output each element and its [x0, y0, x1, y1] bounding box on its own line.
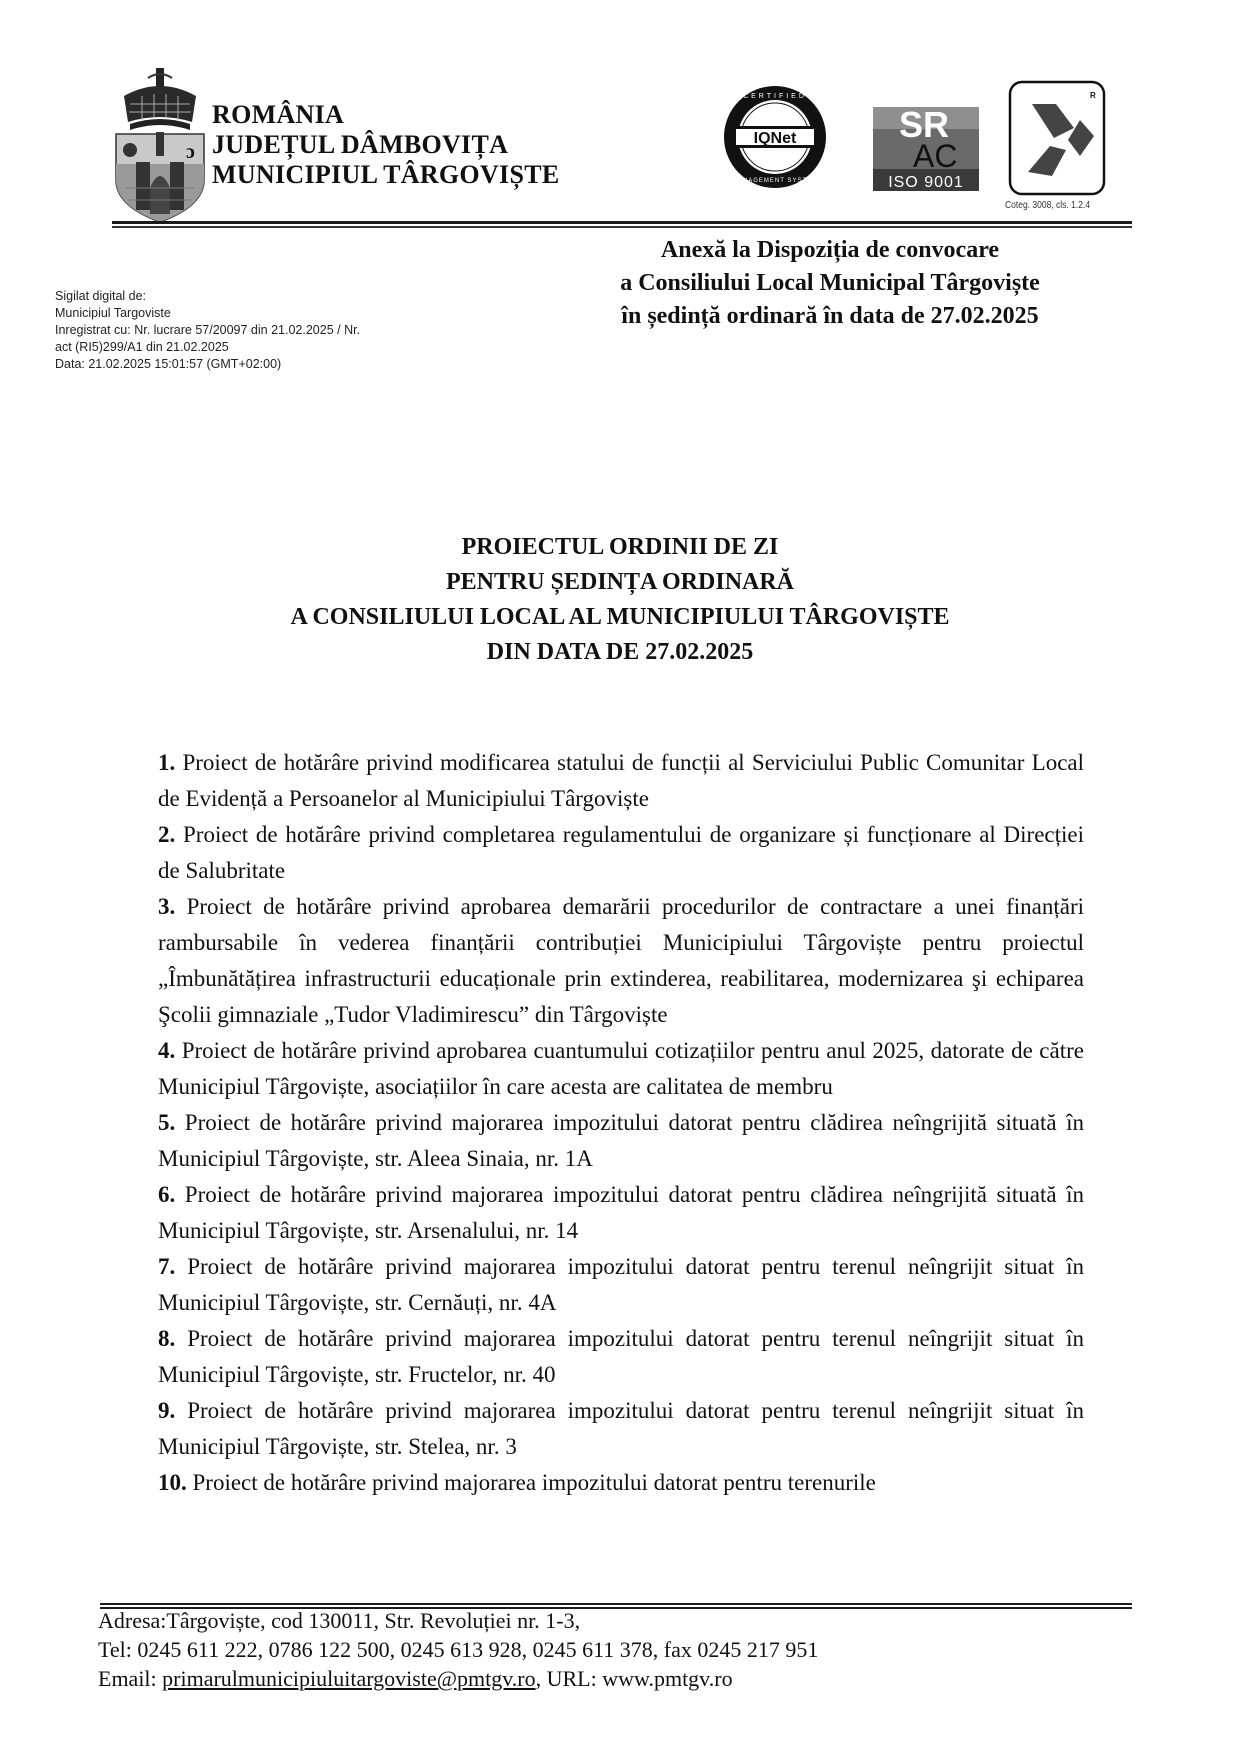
seal-line: Municipiul Targoviste — [55, 306, 171, 320]
svg-text:SR: SR — [899, 104, 950, 145]
org-county: JUDEȚUL DÂMBOVIȚA — [212, 130, 509, 159]
seal-line: Data: 21.02.2025 15:01:57 (GMT+02:00) — [55, 357, 282, 371]
certification-mark-icon — [1008, 80, 1106, 196]
srac-iso-icon — [873, 97, 979, 193]
email-link[interactable]: primarulmunicipiuluitargoviste@pmtgv.ro — [162, 1666, 536, 1691]
certification-mark-caption: Coteg. 3008, cls. 1.2.4 — [1005, 200, 1091, 211]
agenda-item-number: 8. — [158, 1326, 176, 1351]
document-title — [200, 530, 1040, 670]
email-label: Email: — [98, 1666, 163, 1691]
svg-text:MANAGEMENT SYSTEM: MANAGEMENT SYSTEM — [731, 178, 819, 184]
agenda-item-text: Proiect de hotărâre privind majorarea impozitului datorat pentru terenul neîngrijit situat în Municipiul Târgoviște, str. Fructelor, nr. 40 — [158, 1326, 1084, 1387]
svg-text:R: R — [1090, 91, 1096, 100]
title-line: PENTRU ȘEDINȚA ORDINARĂ — [445, 569, 795, 595]
agenda-item-number: 9. — [158, 1398, 176, 1423]
annex-line: Anexă la Dispoziția de convocare — [660, 237, 1000, 263]
title-line: DIN DATA DE 27.02.2025 — [486, 639, 754, 665]
coat-of-arms-icon — [112, 68, 208, 224]
agenda-item — [158, 745, 1084, 817]
url-label: , URL: — [535, 1666, 603, 1691]
agenda-item-text: Proiect de hotărâre privind majorarea impozitului datorat pentru terenul neîngrijit situat în Municipiul Târgoviște, str. Stelea, nr. 3 — [158, 1398, 1084, 1459]
footer-address: Adresa:Târgoviște, cod 130011, Str. Revoluției nr. 1-3, — [98, 1608, 581, 1633]
agenda-item-text: Proiect de hotărâre privind aprobarea cuantumului cotizațiilor pentru anul 2025, datorate de către Municipiul Târgoviște, asociațiilor în care acesta are calitatea de membru — [158, 1038, 1084, 1099]
seal-line: Inregistrat cu: Nr. lucrare 57/20097 din 21.02.2025 / Nr. — [55, 323, 361, 337]
agenda-item — [158, 1465, 1084, 1501]
agenda-item-number: 5. — [158, 1110, 176, 1135]
agenda-item-text: Proiect de hotărâre privind majorarea impozitului datorat pentru terenurile — [192, 1470, 876, 1495]
organization-name — [212, 100, 560, 190]
seal-line: Sigilat digital de: — [55, 289, 147, 303]
org-municipality: MUNICIPIUL TÂRGOVIȘTE — [212, 160, 560, 189]
agenda-item-text: Proiect de hotărâre privind completarea regulamentului de organizare și funcționare al Direcției de Salubritate — [158, 822, 1084, 883]
agenda-item-number: 4. — [158, 1038, 176, 1063]
agenda-item — [158, 1393, 1084, 1465]
agenda-item-number: 7. — [158, 1254, 176, 1279]
agenda-item — [158, 817, 1084, 889]
svg-text:ISO 9001: ISO 9001 — [888, 174, 964, 191]
srac-iso9001-logo — [873, 97, 979, 193]
svg-text:AC: AC — [913, 138, 958, 174]
org-country: ROMÂNIA — [212, 100, 345, 129]
svg-text:ɔ: ɔ — [186, 141, 195, 163]
annex-line: în ședință ordinară în data de 27.02.2025 — [621, 303, 1039, 329]
title-line: PROIECTUL ORDINII DE ZI — [461, 534, 779, 560]
title-line: A CONSILIULUI LOCAL AL MUNICIPIULUI TÂRGOVIȘTE — [290, 604, 950, 630]
footer-email-row — [98, 1664, 818, 1693]
agenda-item-number: 3. — [158, 894, 176, 919]
svg-text:CERTIFIED: CERTIFIED — [743, 93, 807, 100]
certification-mark-logo — [1008, 80, 1106, 196]
agenda-item — [158, 1177, 1084, 1249]
agenda-item-number: 10. — [158, 1470, 187, 1495]
agenda-item — [158, 1249, 1084, 1321]
agenda-item-text: Proiect de hotărâre privind aprobarea demarării procedurilor de contractare a unei finanțări rambursabile în vederea finanțării contribuției Municipiului Târgoviște pentru proiectul „Îmbunătățirea infrastructurii educaționale prin extinderea, reabilitarea, modernizarea şi echiparea Şcolii gimnaziale „Tudor Vladimirescu” din Târgoviște — [158, 894, 1084, 1027]
footer-contact — [98, 1606, 818, 1693]
agenda-item-number: 6. — [158, 1182, 176, 1207]
svg-text:IQNet: IQNet — [753, 130, 797, 147]
footer-phones: Tel: 0245 611 222, 0786 122 500, 0245 613 928, 0245 611 378, fax 0245 217 951 — [98, 1637, 819, 1662]
url-link[interactable]: www.pmtgv.ro — [602, 1666, 733, 1691]
iqnet-certification-logo — [722, 84, 828, 190]
annex-line: a Consiliului Local Municipal Târgoviște — [620, 270, 1040, 296]
header-divider — [112, 221, 1132, 228]
agenda-list — [158, 745, 1084, 1501]
agenda-item-text: Proiect de hotărâre privind majorarea impozitului datorat pentru terenul neîngrijit situat în Municipiul Târgoviște, str. Cernăuți, nr. 4A — [158, 1254, 1084, 1315]
seal-line: act (RI5)299/A1 din 21.02.2025 — [55, 340, 229, 354]
agenda-item-number: 1. — [158, 750, 176, 775]
agenda-item-text: Proiect de hotărâre privind modificarea statului de funcții al Serviciului Public Comunitar Local de Evidență a Persoanelor al Municipiului Târgoviște — [158, 750, 1084, 811]
agenda-item — [158, 889, 1084, 1033]
iqnet-badge-icon — [722, 84, 828, 190]
agenda-item — [158, 1321, 1084, 1393]
agenda-item-text: Proiect de hotărâre privind majorarea impozitului datorat pentru clădirea neîngrijită situată în Municipiul Târgoviște, str. Arsenalului, nr. 14 — [158, 1182, 1084, 1243]
agenda-item-text: Proiect de hotărâre privind majorarea impozitului datorat pentru clădirea neîngrijită situată în Municipiul Târgoviște, str. Aleea Sinaia, nr. 1A — [158, 1110, 1084, 1171]
agenda-item-number: 2. — [158, 822, 176, 847]
agenda-item — [158, 1105, 1084, 1177]
digital-seal-stamp — [55, 288, 360, 373]
coat-of-arms-logo — [112, 68, 208, 224]
annex-heading — [560, 234, 1100, 333]
agenda-item — [158, 1033, 1084, 1105]
